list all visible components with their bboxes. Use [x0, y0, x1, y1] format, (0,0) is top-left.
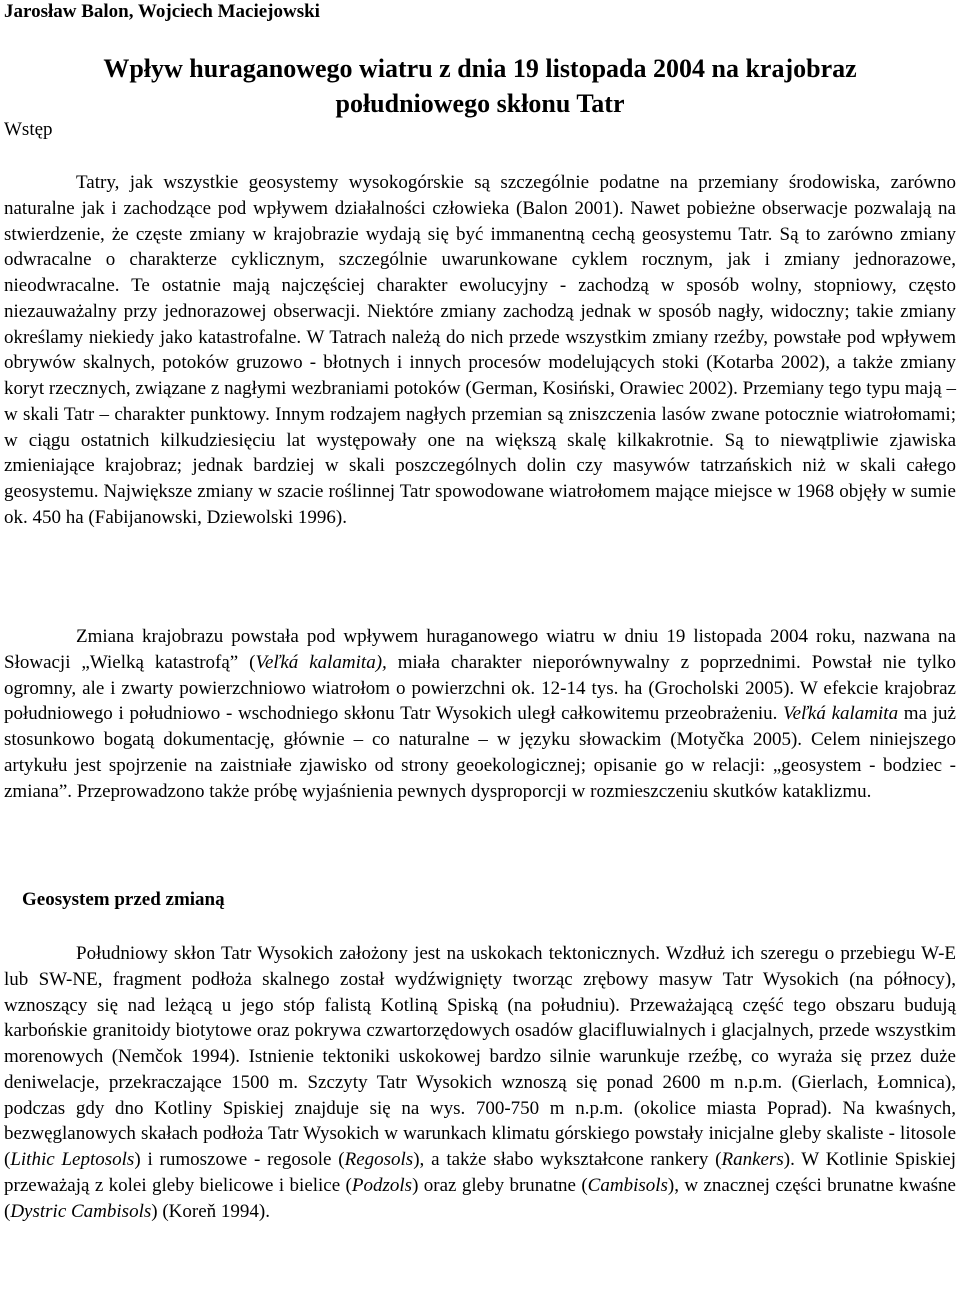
- paragraph-text: ) i rumoszowe - regosole (: [134, 1149, 345, 1170]
- italic-term: Veľká kalamita: [783, 703, 899, 725]
- paragraph-text: ) (Koreň 1994).: [151, 1200, 270, 1222]
- title-line-1: Wpływ huraganowego wiatru z dnia 19 listopada 2004 na krajobraz: [103, 54, 857, 83]
- authors: Jarosław Balon, Wojciech Maciejowski: [4, 1, 320, 22]
- italic-term: Cambisols: [587, 1174, 668, 1196]
- italic-term: Rankers: [721, 1149, 784, 1170]
- paragraph-text: Południowy skłon Tatr Wysokich założony jest na uskokach tektonicznych. Wzdłuż ich szeregu o przebiegu W-E lub SW-NE, fragment podłoża skalnego został wydźwignięty tworząc zrębowy masyw Tatr Wysokich (na północy), wznoszący się nad leżącą u jego stóp falistą Kotliną Spiską (na południu). Przeważającą część tego obszaru budują karbońskie granitoidy biotytowe oraz pokrywa czwartorzędowych osadów glacifluwialnych i glacjalnych, przede wszystkim morenowych (Nemčok 1994). Istnienie tektoniki uskokowej bardzo silnie warunkuje rzeźbę, co wyraża się przez duże deniwelacje, przekraczające 1500 m. Szczyty Tatr Wysokich wznoszą się ponad 2600 m n.p.m. (Gierlach, Łomnica), podczas gdy dno Kotliny Spiskiej znajduje się na wys. 700-750 m n.p.m. (okolice miasta Poprad). Na kwaśnych, bezwęglanowych skałach podłoża Tatr Wysokich w warunkach klimatu górskiego powstały inicjalne gleby skaliste - litosole (: [4, 943, 956, 1170]
- section-heading-intro: Wstęp: [4, 119, 53, 140]
- paragraph-text: ). W Kotlinie Spiskiej przeważają z kolei gleby bielicowe i bielice (: [4, 1149, 957, 1196]
- paragraph-text: ), a także słabo wykształcone rankery (: [413, 1149, 722, 1170]
- italic-term: Lithic Leptosols: [10, 1149, 135, 1170]
- italic-term: Veľká kalamita),: [255, 651, 387, 673]
- italic-term: Dystric Cambisols: [10, 1200, 152, 1222]
- paragraph-intro-1: [4, 170, 956, 531]
- paragraph-geosystem-1: [4, 941, 956, 1224]
- paragraph-text: Zmiana krajobrazu powstała pod wpływem huraganowego wiatru w dniu 19 listopada 2004 roku, nazwana na Słowacji „Wielką katastrofą” (: [4, 626, 956, 673]
- paragraph-text: ma już stosunkowo bogatą dokumentację, głównie – co naturalne – w języku słowackim (Motyčka 2005). Celem niniejszego artykułu jest spojrzenie na zaistniałe zjawisko od strony geoekologicznej; opisanie go w relacji: „geosystem - bodziec - zmiana”. Przeprowadzono także próbę wyjaśnienia pewnych dysproporcji w rozmieszczeniu skutków kataklizmu.: [4, 703, 956, 802]
- paragraph-text: miała charakter nieporównywalny z poprzednimi. Powstał nie tylko ogromny, ale i zwarty powierzchniowo wiatrołom o powierzchni ok. 12-14 tys. ha (Grocholski 2005). W efekcie krajobraz południowego i południowo - wschodniego skłonu Tatr Wysokich uległ całkowitemu przeobrażeniu.: [4, 651, 957, 725]
- section-heading-geosystem: Geosystem przed zmianą: [22, 889, 225, 910]
- italic-term: Regosols: [344, 1149, 414, 1170]
- title-line-2: południowego skłonu Tatr: [335, 89, 625, 118]
- italic-term: Podzols: [351, 1174, 413, 1196]
- paragraph-text: Tatry, jak wszystkie geosystemy wysokogórskie są szczególnie podatne na przemiany środowiska, zarówno naturalne jak i zachodzące pod wpływem działalności człowieka (Balon 2001). Nawet pobieżne obserwacje pozwalają na stwierdzenie, że częste zmiany w krajobrazie wydają się być immanentną cechą geosystemu Tatr. Są to zarówno zmiany odwracalne o charakterze cyklicznym, szczególnie uwarunkowane cyklem rocznym, jak i zmiany jednorazowe, nieodwracalne. Te ostatnie mają najczęściej charakter ewolucyjny - zachodzą w sposób wolny, stopniowy, często niezauważalny przy jednorazowej obserwacji. Niektóre zmiany zachodzą jednak w sposób nagły, widoczny; takie zmiany określamy niekiedy jako katastrofalne. W Tatrach należą do nich przede wszystkim zmiany rzeźby, powstałe pod wpływem obrywów skalnych, potoków gruzowo - błotnych i innych procesów modelujących stoki (Kotarba 2002), a także zmiany koryt rzecznych, związane z nagłymi wezbraniami potoków (German, Kosiński, Orawiec 2002). Przemiany tego typu mają – w skali Tatr – charakter punktowy. Innym rodzajem nagłych przemian są zniszczenia lasów zwane potocznie wiatrołomami; w ciągu ostatnich kilkudziesięciu lat występowały one na większą skalę kilkakrotnie. Są to niewątpliwie zjawiska zmieniające krajobraz; jednak bardziej w skali poszczególnych dolin czy masywów tatrzańskich niż w skali całego geosystemu. Największe zmiany w szacie roślinnej Tatr spowodowane wiatrołomem mające miejsce w 1968 objęły w sumie ok. 450 ha (Fabijanowski, Dziewolski 1996).: [4, 172, 956, 528]
- paragraph-intro-2: [4, 624, 956, 804]
- paper-title: [0, 51, 960, 121]
- paragraph-text: ) oraz gleby brunatne (: [412, 1174, 588, 1196]
- paragraph-text: ), w znacznej części brunatne kwaśne (: [4, 1174, 956, 1222]
